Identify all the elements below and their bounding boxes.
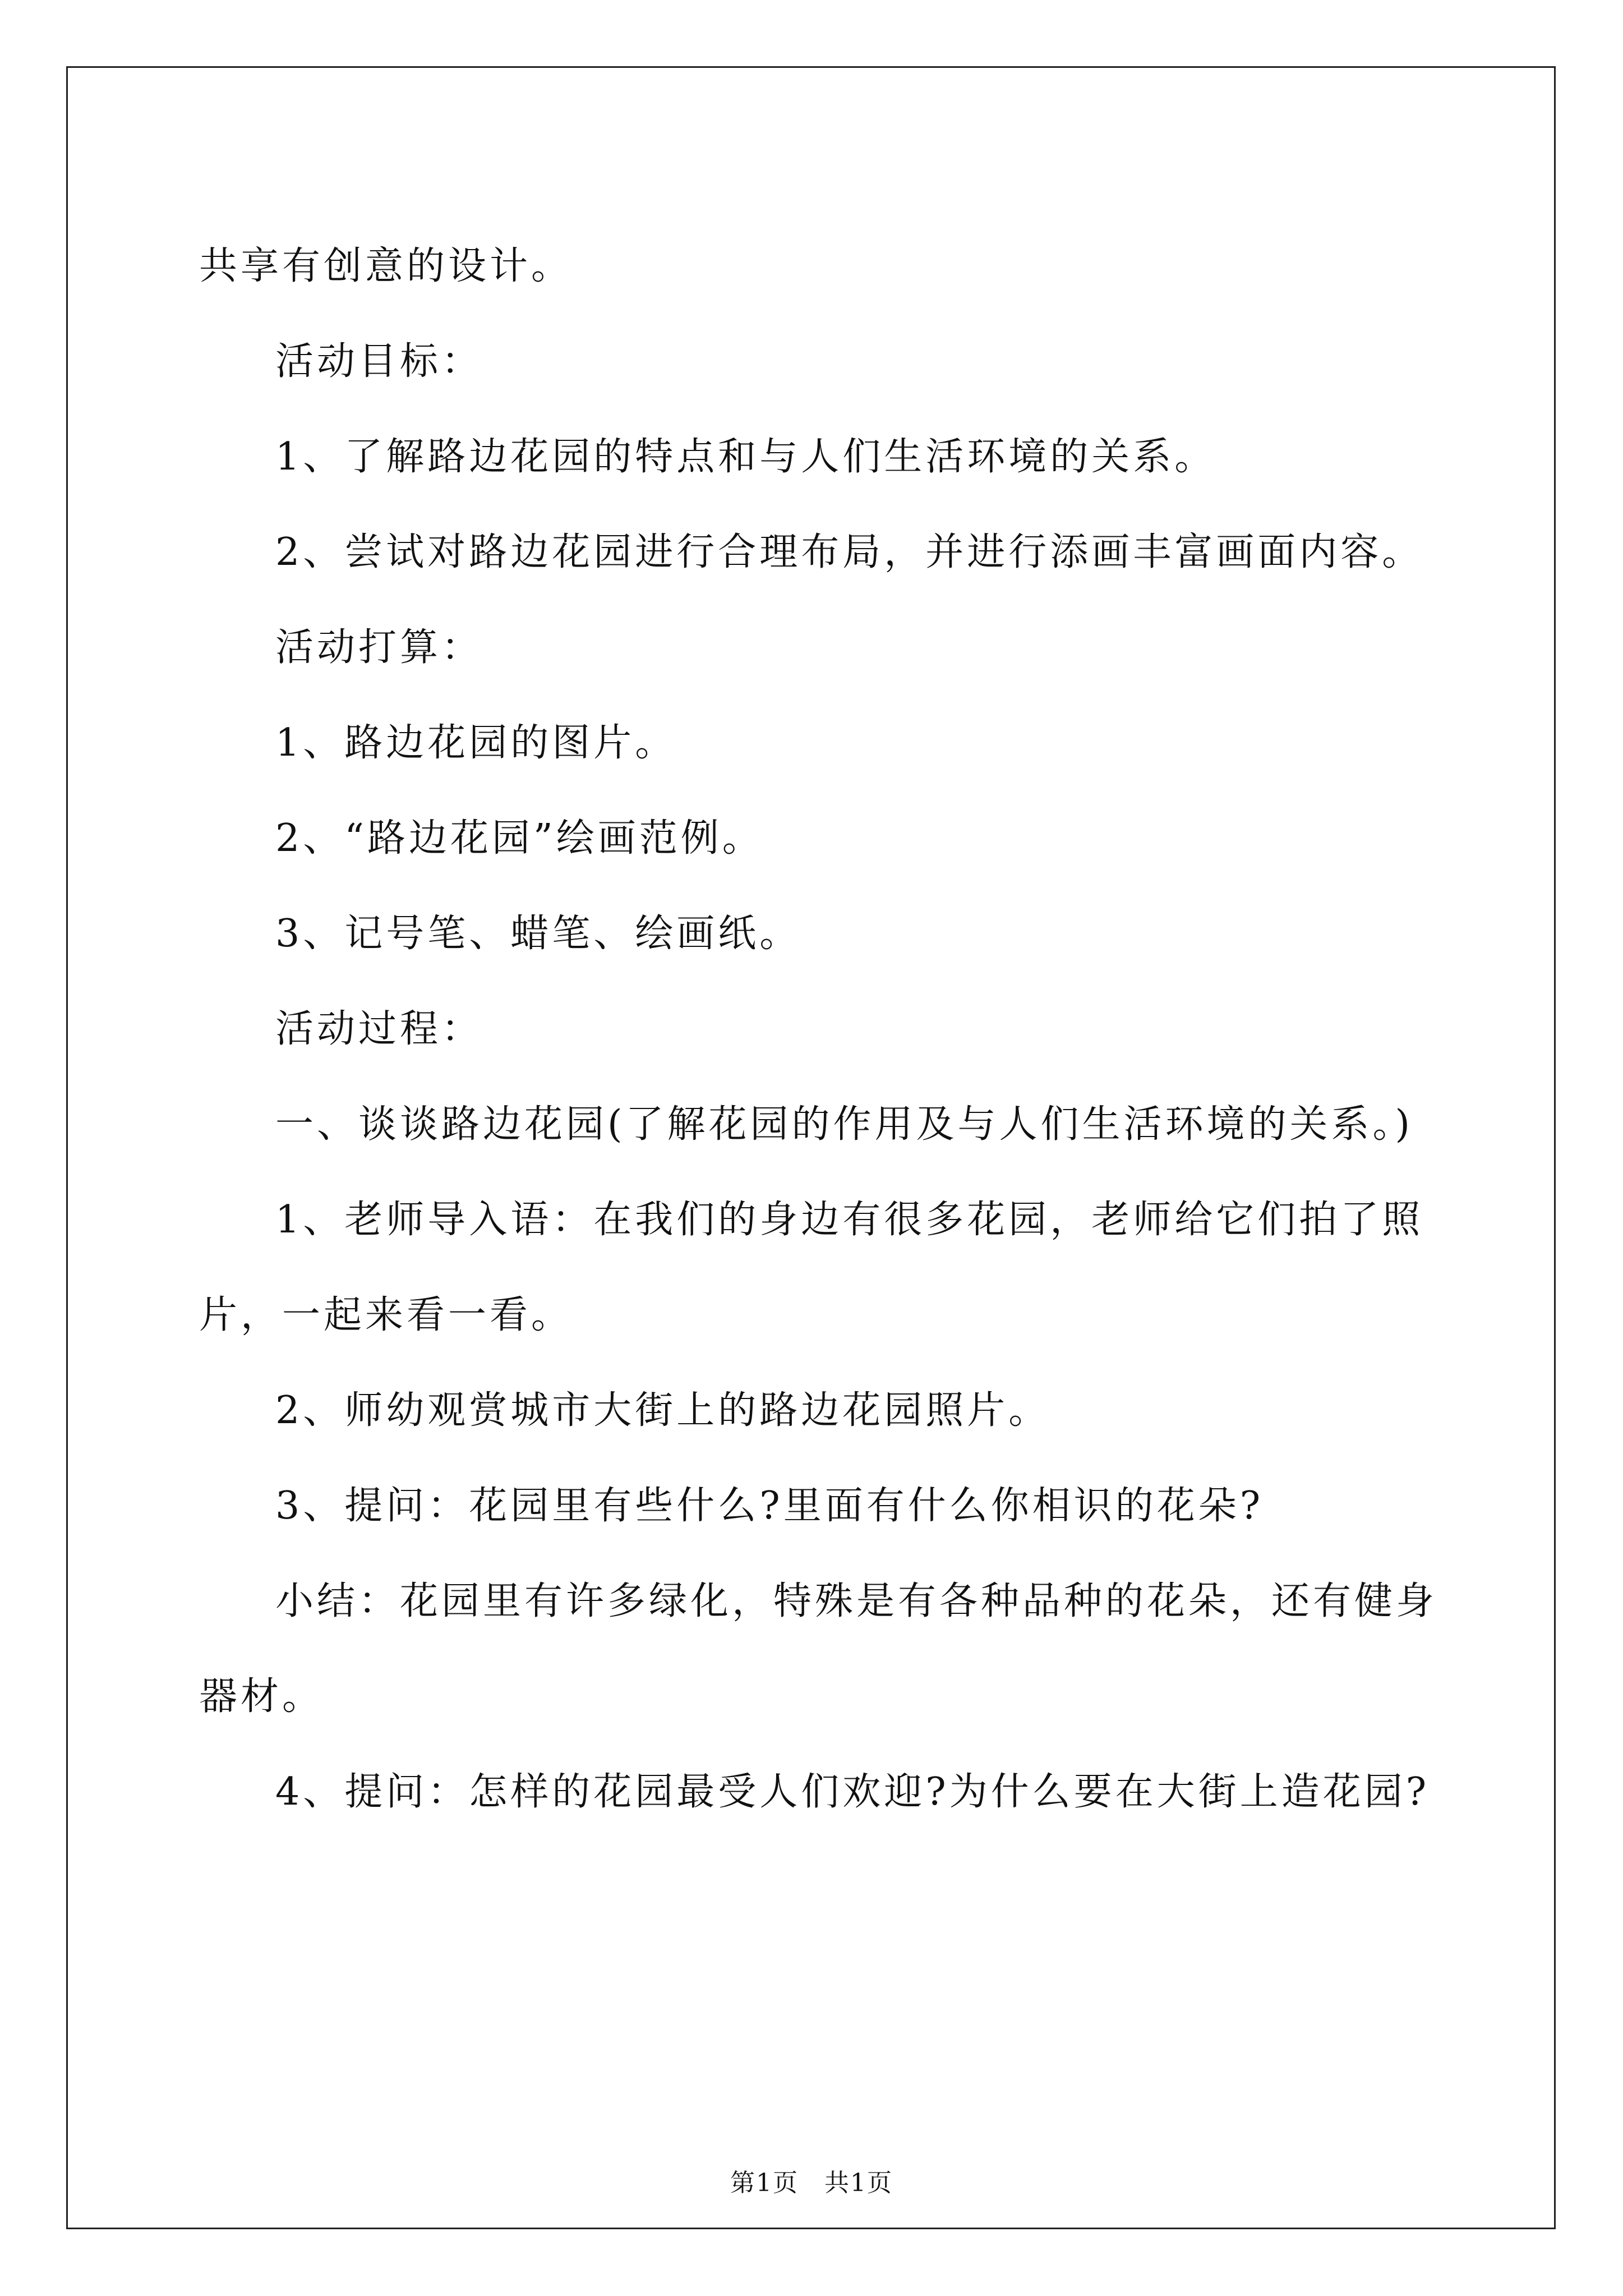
paragraph-11: 1、老师导入语：在我们的身边有很多花园，老师给它们拍了照片，一起来看一看。	[199, 1198, 1424, 1337]
page-footer: 第1页 共1页	[730, 2169, 893, 2197]
paragraph-9: 活动过程：	[275, 1007, 483, 1051]
paragraph-1: 共享有创意的设计。	[199, 244, 573, 288]
paragraph-3: 1、了解路边花园的特点和与人们生活环境的关系。	[275, 435, 1216, 479]
paragraph-2: 活动目标：	[275, 339, 483, 384]
paragraph-12: 2、师幼观赏城市大街上的路边花园照片。	[275, 1388, 1050, 1433]
document-body	[199, 219, 1438, 1840]
paragraph-7: 2、“路边花园”绘画范例。	[275, 816, 764, 861]
paragraph-10: 一、谈谈路边花园(了解花园的作用及与人们生活环境的关系。)	[275, 1102, 1414, 1147]
paragraph-4: 2、尝试对路边花园进行合理布局，并进行添画丰富画面内容。	[275, 530, 1424, 574]
paragraph-14: 小结：花园里有许多绿化，特殊是有各种品种的花朵，还有健身器材。	[199, 1579, 1438, 1719]
paragraph-8: 3、记号笔、蜡笔、绘画纸。	[275, 912, 801, 956]
paragraph-15: 4、提问：怎样的花园最受人们欢迎?为什么要在大街上造花园?	[275, 1770, 1430, 1814]
paragraph-13: 3、提问：花园里有些什么?里面有什么你相识的花朵?	[275, 1484, 1264, 1528]
paragraph-5: 活动打算：	[275, 625, 483, 670]
paragraph-6: 1、路边花园的图片。	[275, 721, 677, 765]
